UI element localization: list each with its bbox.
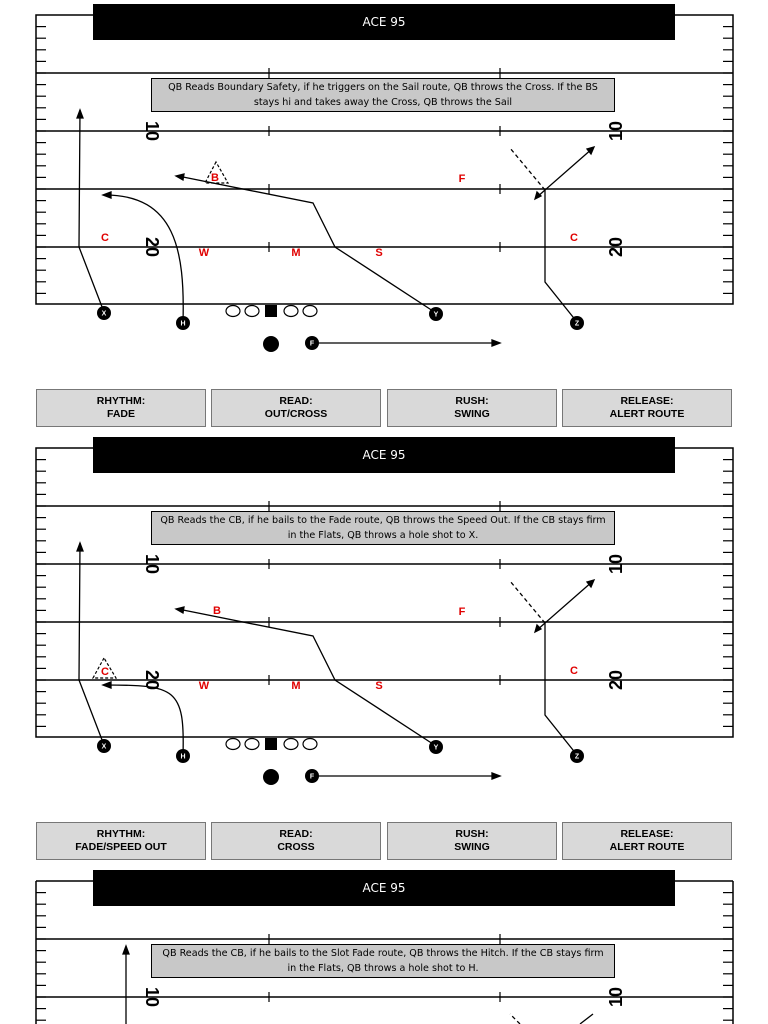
rush-box: RUSH: SWING <box>387 389 557 427</box>
yard-number-10-right: 10 <box>606 120 626 142</box>
defender-s: S <box>375 680 383 692</box>
field-diagram-2 <box>0 433 768 813</box>
play-note: QB Reads Boundary Safety, if he triggers on the Sail route, QB throws the Cross. If the BS stays hi and takes away the Cross, QB throws the Sail <box>151 78 615 112</box>
center-square <box>265 305 277 317</box>
read-box: READ: CROSS <box>211 822 381 860</box>
play-diagram-1 <box>0 0 768 380</box>
defender-w: W <box>198 680 210 692</box>
player-y: Y <box>433 311 439 319</box>
play-note: QB Reads the CB, if he bails to the Slot Fade route, QB throws the Hitch. If the CB stays firm in the Flats, QB throws a hole shot to H. <box>151 944 615 978</box>
play-title: ACE 95 <box>93 4 675 40</box>
defender-c-right: C <box>570 232 578 244</box>
play-title: ACE 95 <box>93 437 675 473</box>
play-diagram-2 <box>0 433 768 813</box>
yard-number-10-left: 10 <box>142 120 162 142</box>
routes <box>77 543 594 779</box>
center-square <box>265 738 277 750</box>
defender-c-left: C <box>101 232 109 244</box>
player-f: F <box>309 340 315 348</box>
rhythm-box: RHYTHM: FADE <box>36 389 206 427</box>
read-progression-2 <box>36 822 733 860</box>
player-h: H <box>180 320 186 328</box>
play-diagram-3 <box>0 866 768 1024</box>
player-z: Z <box>574 753 580 761</box>
routes <box>77 110 594 346</box>
defender-f: F <box>458 606 466 618</box>
field-diagram-1 <box>0 0 768 380</box>
yard-number-20-right: 20 <box>606 669 626 691</box>
release-box: RELEASE: ALERT ROUTE <box>562 389 732 427</box>
defender-m: M <box>291 247 301 259</box>
player-h: H <box>180 753 186 761</box>
yard-number-20-right: 20 <box>606 236 626 258</box>
player-y: Y <box>433 744 439 752</box>
player-z: Z <box>574 320 580 328</box>
defender-m: M <box>291 680 301 692</box>
defender-c-right: C <box>570 665 578 677</box>
quarterback <box>263 336 279 352</box>
play-title: ACE 95 <box>93 870 675 906</box>
yard-number-20-left: 20 <box>142 669 162 691</box>
field-border <box>36 15 733 304</box>
release-box: RELEASE: ALERT ROUTE <box>562 822 732 860</box>
player-x: X <box>101 743 107 751</box>
read-box: READ: OUT/CROSS <box>211 389 381 427</box>
defender-c-left: C <box>101 666 109 678</box>
quarterback <box>263 769 279 785</box>
rush-box: RUSH: SWING <box>387 822 557 860</box>
player-f: F <box>309 773 315 781</box>
yard-number-10-right: 10 <box>606 986 626 1008</box>
rhythm-box: RHYTHM: FADE/SPEED OUT <box>36 822 206 860</box>
defender-b: B <box>213 605 221 617</box>
defender-f: F <box>458 173 466 185</box>
yard-number-20-left: 20 <box>142 236 162 258</box>
yard-number-10-left: 10 <box>142 986 162 1008</box>
read-progression-1 <box>36 389 733 427</box>
player-x: X <box>101 310 107 318</box>
play-note: QB Reads the CB, if he bails to the Fade route, QB throws the Speed Out. If the CB stays firm in the Flats, QB throws a hole shot to X. <box>151 511 615 545</box>
defender-w: W <box>198 247 210 259</box>
defender-b: B <box>211 172 219 184</box>
defender-s: S <box>375 247 383 259</box>
yard-number-10-left: 10 <box>142 553 162 575</box>
yard-number-10-right: 10 <box>606 553 626 575</box>
